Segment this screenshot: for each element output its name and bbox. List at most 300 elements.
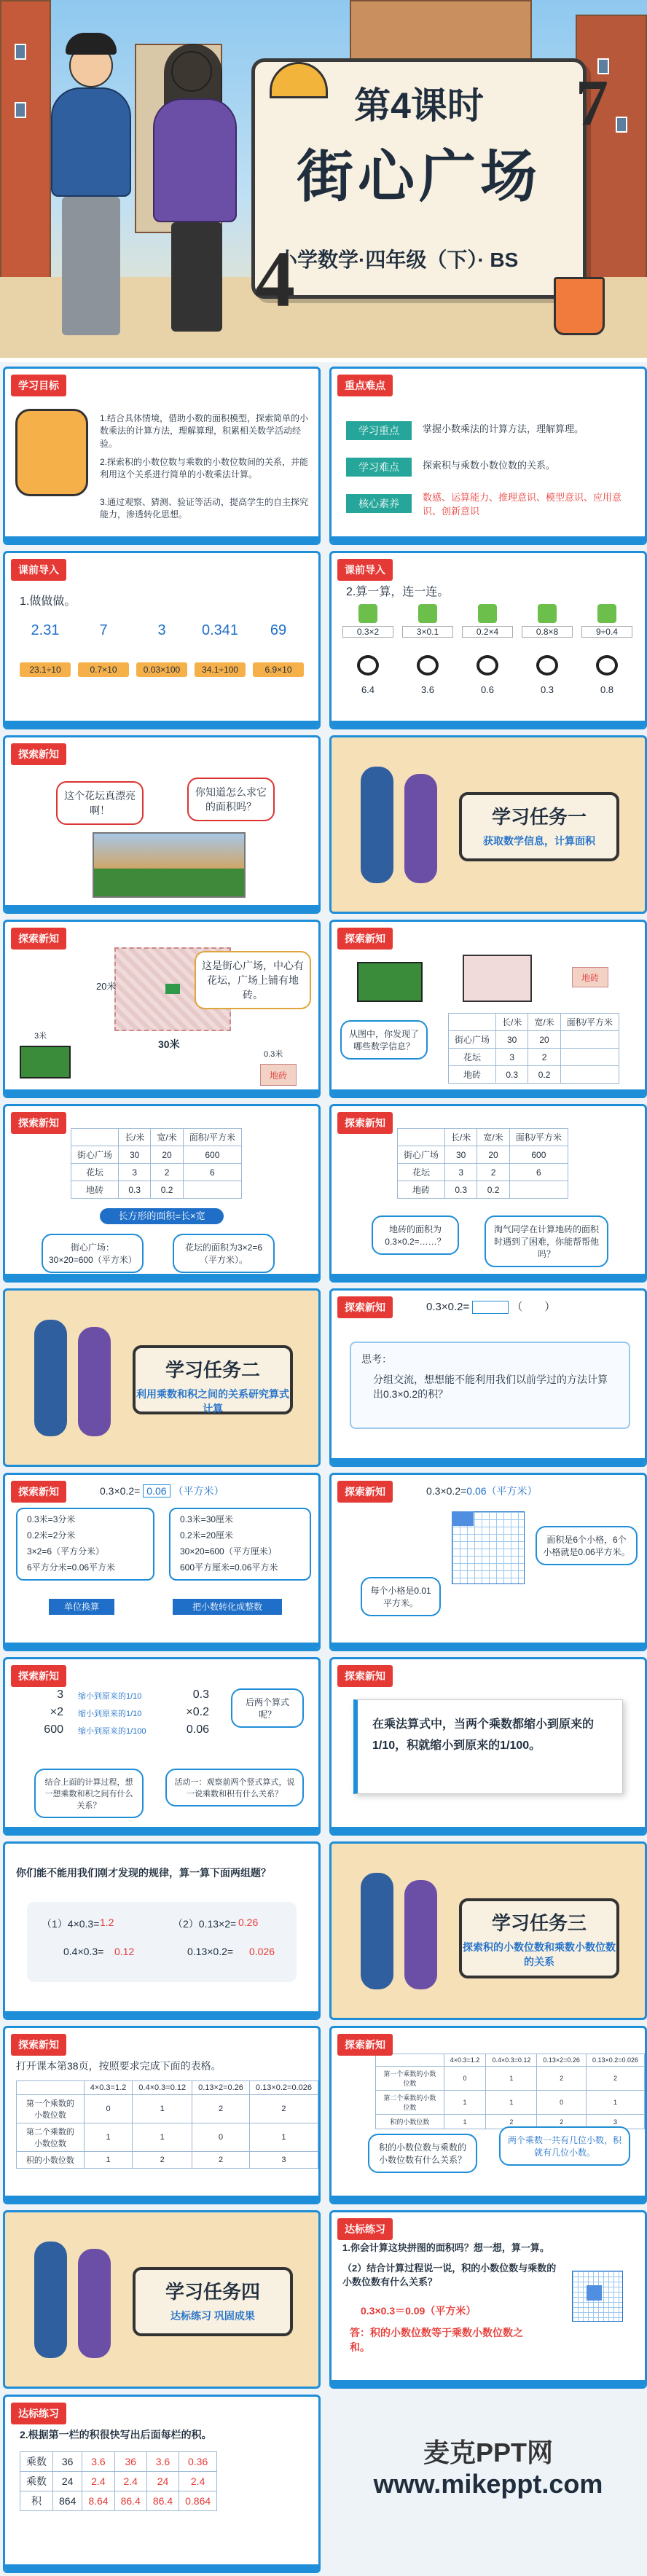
flowerbed-image bbox=[357, 962, 423, 1002]
table-cell: 20 bbox=[528, 1031, 560, 1049]
slide-apply[interactable] bbox=[3, 1841, 321, 2020]
table-cell: 2 bbox=[133, 2152, 192, 2169]
tag-new: 探索新知 bbox=[337, 1112, 393, 1134]
convert-right-line: 0.3米=30厘米 bbox=[180, 1514, 234, 1524]
intro1-result: 2.31 bbox=[31, 622, 60, 638]
table-cell: 0 bbox=[192, 2123, 250, 2152]
table-header-cell: 长/米 bbox=[445, 1129, 477, 1146]
table-cell: 第一个乘数的小数位数 bbox=[17, 2095, 85, 2123]
plaza-width: 30米 bbox=[158, 1038, 180, 1050]
table-cell: 2.4 bbox=[114, 2472, 146, 2491]
table-cell: 第二个乘数的小数位数 bbox=[376, 2091, 444, 2115]
intro1-expression[interactable]: 0.7×10 bbox=[78, 662, 129, 677]
tag-new: 探索新知 bbox=[11, 1665, 66, 1687]
table-row bbox=[20, 2452, 217, 2472]
table-cell: 花坛 bbox=[398, 1164, 445, 1181]
table-row bbox=[20, 2472, 217, 2491]
tile-width: 0.3米 bbox=[264, 1050, 283, 1059]
table-header-cell bbox=[17, 2081, 85, 2095]
boy-figure bbox=[361, 1873, 393, 1989]
table-cell: 864 bbox=[53, 2491, 82, 2511]
table-cell: 2 bbox=[537, 2115, 587, 2129]
digits-table-small bbox=[375, 2054, 645, 2129]
tag-new: 探索新知 bbox=[337, 1665, 393, 1687]
flowerbed-photo bbox=[93, 832, 246, 898]
vc-integer: 600 bbox=[44, 1723, 63, 1736]
table-header-cell: 0.13×0.2=0.026 bbox=[586, 2054, 644, 2067]
girl-figure bbox=[404, 774, 437, 883]
bamboo-icon bbox=[418, 604, 437, 623]
table-cell: 1 bbox=[84, 2152, 133, 2169]
table-cell: 0.3 bbox=[445, 1181, 477, 1199]
table-cell: 0.36 bbox=[179, 2452, 217, 2472]
slide-tile-question[interactable] bbox=[329, 1104, 647, 1283]
eq-unit: （平方米） bbox=[486, 1485, 538, 1497]
method-integer: 把小数转化成整数 bbox=[173, 1599, 282, 1615]
table-cell: 2 bbox=[151, 1164, 183, 1181]
table-cell: 花坛 bbox=[71, 1164, 119, 1181]
vc-decimal: ×0.2 bbox=[186, 1706, 209, 1718]
flowerbed-mini bbox=[165, 984, 180, 994]
intro1-result: 69 bbox=[270, 622, 287, 638]
boy-coat bbox=[51, 87, 131, 197]
table-cell: 0.2 bbox=[528, 1066, 560, 1084]
table-cell: 街心广场 bbox=[398, 1146, 445, 1164]
table-cell: 乘数 bbox=[20, 2472, 53, 2491]
watermark-url[interactable]: www.mikeppt.com bbox=[373, 2469, 603, 2499]
vc-activity: 活动一：观察前两个竖式算式，说一说乘数和积有什么关系？ bbox=[165, 1769, 304, 1806]
table-cell: 地砖 bbox=[449, 1066, 496, 1084]
table-header-row bbox=[398, 1129, 568, 1146]
table-cell: 2 bbox=[486, 2115, 537, 2129]
table-header-cell bbox=[71, 1129, 119, 1146]
backpack-icon bbox=[15, 409, 88, 496]
slide-task1[interactable] bbox=[329, 735, 647, 914]
table-cell: 30 bbox=[496, 1031, 528, 1049]
goal-3: 3.通过观察、猜测、验证等活动，提高学生的自主探究能力，渗透转化思想。 bbox=[100, 497, 309, 520]
table-row bbox=[449, 1031, 619, 1049]
table-cell: 1 bbox=[249, 2123, 318, 2152]
tag-practice: 达标练习 bbox=[337, 2218, 393, 2240]
intro2-question: 2.算一算，连一连。 bbox=[346, 586, 450, 598]
table-cell bbox=[509, 1181, 568, 1199]
tag-intro: 课前导入 bbox=[337, 559, 393, 581]
vc-note: 缩小到原来的1/10 bbox=[78, 1710, 142, 1718]
convert-right-line: 30×20=600（平方厘米） bbox=[180, 1546, 277, 1557]
convert-equation bbox=[100, 1484, 224, 1498]
convert-left-line: 0.3米=3分米 bbox=[27, 1514, 76, 1524]
key-value-3: 数感、运算能力、推理意识、模型意识、应用意识、创新意识 bbox=[423, 492, 622, 517]
practice2-question: 2.根据第一栏的积很快写出后面每栏的积。 bbox=[20, 2429, 212, 2440]
table-cell: 30 bbox=[119, 1146, 151, 1164]
table-cell: 2 bbox=[477, 1164, 509, 1181]
table-cell: 3.6 bbox=[146, 2452, 179, 2472]
tag-goal: 学习目标 bbox=[11, 375, 66, 396]
tile-table bbox=[397, 1128, 568, 1199]
table-cell: 积的小数位数 bbox=[376, 2115, 444, 2129]
table-row bbox=[376, 2091, 645, 2115]
tag-new: 探索新知 bbox=[11, 1112, 66, 1134]
eq-answer: 0.06 bbox=[466, 1485, 487, 1497]
tag-new: 探索新知 bbox=[337, 928, 393, 950]
table-cell: 0.3 bbox=[496, 1066, 528, 1084]
key-value-1: 掌握小数乘法的计算方法，理解算理。 bbox=[423, 423, 584, 434]
boy-figure bbox=[34, 1320, 67, 1436]
slide-intro-1[interactable] bbox=[3, 551, 321, 729]
task1-desc: 获取数学信息，计算面积 bbox=[483, 835, 595, 847]
tile-image: 地砖 bbox=[572, 967, 608, 987]
tile-rect: 地砖 bbox=[260, 1064, 297, 1086]
table-cell: 36 bbox=[114, 2452, 146, 2472]
apply-answer: 0.026 bbox=[249, 1946, 275, 1957]
building-top bbox=[350, 0, 532, 66]
slide-practice-1[interactable] bbox=[329, 2210, 647, 2389]
intro2-value[interactable]: 6.4 bbox=[361, 684, 375, 695]
grid-bubble-1: 每个小格是0.01平方米。 bbox=[361, 1577, 441, 1616]
table-header-cell: 面积/平方米 bbox=[509, 1129, 568, 1146]
intro1-result: 0.341 bbox=[201, 622, 239, 638]
table-header-cell: 0.4×0.3=0.12 bbox=[133, 2081, 192, 2095]
rule-text: 在乘法算式中，当两个乘数都缩小到原来的1/10，积就缩小到原来的1/100。 bbox=[372, 1718, 595, 1752]
boy-figure bbox=[34, 2242, 67, 2358]
plaza-height: 20米 bbox=[96, 981, 117, 992]
boy-figure bbox=[361, 767, 393, 883]
panda-icon bbox=[596, 655, 618, 676]
table-cell: 1 bbox=[84, 2123, 133, 2152]
girl-coat bbox=[153, 98, 237, 222]
table-cell: 0 bbox=[444, 2067, 486, 2091]
convert-left-line: 0.2米=2分米 bbox=[27, 1530, 76, 1540]
table-cell: 2 bbox=[528, 1049, 560, 1066]
task1-title: 学习任务一 bbox=[491, 806, 587, 828]
vc-decimal: 0.06 bbox=[186, 1723, 209, 1736]
table-header-cell: 宽/米 bbox=[528, 1014, 560, 1031]
intro1-expression[interactable]: 0.03×100 bbox=[136, 662, 187, 677]
convert-right-line: 600平方厘米=0.06平方米 bbox=[180, 1562, 278, 1573]
slide-task4[interactable] bbox=[3, 2210, 321, 2389]
tag-new: 探索新知 bbox=[11, 1481, 66, 1503]
slide-plaza[interactable] bbox=[3, 920, 321, 1098]
table-cell: 3 bbox=[445, 1164, 477, 1181]
vc-integer: 3 bbox=[57, 1688, 63, 1701]
vc-question: 后两个算式呢？ bbox=[231, 1688, 304, 1728]
table-header-cell bbox=[398, 1129, 445, 1146]
table-cell: 2 bbox=[537, 2067, 587, 2091]
plaza-bubble: 这是街心广场，中心有花坛，广场上铺有地砖。 bbox=[195, 951, 311, 1009]
table-cell: 0.864 bbox=[179, 2491, 217, 2511]
table-cell: 24 bbox=[53, 2472, 82, 2491]
table-cell: 20 bbox=[151, 1146, 183, 1164]
table-cell: 地砖 bbox=[71, 1181, 119, 1199]
table-cell: 0.2 bbox=[151, 1181, 183, 1199]
slide-area-calc[interactable] bbox=[3, 1104, 321, 1283]
table-header-cell: 长/米 bbox=[119, 1129, 151, 1146]
apply-answer: 1.2 bbox=[100, 1917, 114, 1928]
table-row bbox=[449, 1066, 619, 1084]
apply-expression: 0.4×0.3= bbox=[63, 1946, 104, 1957]
girl-legs bbox=[171, 222, 222, 332]
panda-icon bbox=[417, 655, 439, 676]
key-label-1: 学习重点 bbox=[346, 421, 412, 440]
area-formula: 长方形的面积=长×宽 bbox=[100, 1208, 224, 1224]
table-cell: 30 bbox=[445, 1146, 477, 1164]
task4-title: 学习任务四 bbox=[165, 2281, 260, 2303]
slide-task2[interactable] bbox=[3, 1288, 321, 1467]
tag-new: 探索新知 bbox=[11, 928, 66, 950]
practice1-q2: （2）结合计算过程说一说，积的小数位数与乘数的小数位数有什么关系？ bbox=[342, 2263, 557, 2287]
think-card bbox=[350, 1342, 630, 1429]
apply-answer: 0.12 bbox=[114, 1946, 135, 1957]
eq-left: 0.3×0.2= bbox=[426, 1485, 467, 1497]
goal-2: 2.探索积的小数位数与乘数的小数位数间的关系，并能利用这个关系进行简单的小数乘法计算。 bbox=[100, 457, 309, 480]
convert-left-line: 6平方分米=0.06平方米 bbox=[27, 1562, 116, 1573]
vc-note: 缩小到原来的1/10 bbox=[78, 1692, 142, 1701]
lesson-subtitle: 小学数学·四年级（下）· BS bbox=[277, 248, 519, 271]
shaded-cells bbox=[452, 1511, 474, 1526]
intro2-expression[interactable]: 0.3×2 bbox=[342, 626, 393, 638]
intro1-expression[interactable]: 23.1÷10 bbox=[20, 662, 71, 677]
slide-task3[interactable] bbox=[329, 1841, 647, 2020]
girl-figure bbox=[78, 2249, 111, 2358]
table-cell: 86.4 bbox=[146, 2491, 179, 2511]
boy-hair bbox=[66, 33, 117, 55]
area-table bbox=[71, 1128, 242, 1199]
table-row bbox=[398, 1181, 568, 1199]
task3-board bbox=[459, 1898, 619, 1978]
task2-desc: 利用乘数和积之间的关系研究算式计算 bbox=[136, 1388, 289, 1414]
goal-1: 1.结合具体情境，借助小数的面积模型，探索简单的小数乘法的计算方法，理解算理，积累相关数学活动经验。 bbox=[100, 413, 309, 449]
table-cell: 2.4 bbox=[82, 2472, 114, 2491]
plaza-image bbox=[463, 955, 532, 1002]
table-cell: 街心广场 bbox=[449, 1031, 496, 1049]
digits-question: 打开课本第38页，按照要求完成下面的表格。 bbox=[16, 2060, 221, 2072]
slide-digits-rule[interactable] bbox=[329, 2026, 647, 2204]
table-cell: 1 bbox=[444, 2091, 486, 2115]
apply-expression: （1）4×0.3= bbox=[42, 1918, 100, 1930]
tag-new: 探索新知 bbox=[337, 1481, 393, 1503]
table-row bbox=[71, 1181, 242, 1199]
table-header-cell: 0.13×0.2=0.026 bbox=[249, 2081, 318, 2095]
apply-expression: 0.13×0.2= bbox=[187, 1946, 234, 1957]
table-cell: 6 bbox=[183, 1164, 241, 1181]
table-cell: 3.6 bbox=[82, 2452, 114, 2472]
answer-box[interactable] bbox=[472, 1301, 509, 1314]
table-cell: 1 bbox=[133, 2095, 192, 2123]
eq-unit: （ ） bbox=[511, 1301, 556, 1313]
table-cell: 20 bbox=[477, 1146, 509, 1164]
table-header-row bbox=[71, 1129, 242, 1146]
apply-panel bbox=[27, 1902, 297, 1982]
info-table bbox=[448, 1013, 619, 1084]
table-cell: 1 bbox=[486, 2091, 537, 2115]
table-cell bbox=[183, 1181, 241, 1199]
slide-grid-model[interactable] bbox=[329, 1473, 647, 1651]
table-cell: 600 bbox=[509, 1146, 568, 1164]
table-row bbox=[449, 1049, 619, 1066]
convert-left-line: 3×2=6（平方分米） bbox=[27, 1546, 105, 1557]
pencil-cup-icon bbox=[554, 277, 605, 335]
bamboo-icon bbox=[597, 604, 616, 623]
table-cell bbox=[560, 1066, 619, 1084]
tag-practice: 达标练习 bbox=[11, 2403, 66, 2424]
calc-bubble-2: 花坛的面积为3×2=6（平方米）。 bbox=[173, 1234, 275, 1273]
task4-board bbox=[133, 2267, 293, 2336]
eq-answer: 0.06 bbox=[143, 1484, 170, 1498]
table-header-row bbox=[376, 2054, 645, 2067]
digits-answer-bubble: 两个乘数一共有几位小数，积就有几位小数。 bbox=[499, 2126, 630, 2166]
apply-question: 你们能不能用我们刚才发现的规律，算一算下面两组题？ bbox=[16, 1867, 271, 1879]
table-cell bbox=[560, 1049, 619, 1066]
intro1-question: 1.做做做。 bbox=[20, 595, 77, 608]
intro2-expression[interactable]: 9÷0.4 bbox=[581, 626, 632, 638]
table-header-cell: 宽/米 bbox=[477, 1129, 509, 1146]
table-cell: 1 bbox=[486, 2067, 537, 2091]
task2-board bbox=[133, 1345, 293, 1414]
table-cell: 第一个乘数的小数位数 bbox=[376, 2067, 444, 2091]
grid-equation bbox=[426, 1484, 538, 1498]
table-cell: 地砖 bbox=[398, 1181, 445, 1199]
table-cell: 2 bbox=[249, 2095, 318, 2123]
flowerbed-width: 3米 bbox=[34, 1032, 47, 1041]
table-cell: 积 bbox=[20, 2491, 53, 2511]
boy-legs bbox=[62, 197, 120, 335]
vc-note: 缩小到原来的1/100 bbox=[78, 1727, 146, 1736]
key-value-2: 探索积与乘数小数位数的关系。 bbox=[423, 460, 556, 471]
table-header-cell: 0.4×0.3=0.12 bbox=[486, 2054, 537, 2067]
table-cell: 乘数 bbox=[20, 2452, 53, 2472]
slide-goals[interactable] bbox=[3, 367, 321, 545]
intro2-value[interactable]: 3.6 bbox=[420, 684, 435, 695]
slide-key-points[interactable] bbox=[329, 367, 647, 545]
eq-unit: （平方米） bbox=[173, 1485, 224, 1497]
intro2-value[interactable]: 0.8 bbox=[600, 684, 614, 695]
table-cell: 0 bbox=[537, 2091, 587, 2115]
flowerbed-zoom bbox=[20, 1046, 71, 1078]
table-header-cell: 0.13×2=0.26 bbox=[192, 2081, 250, 2095]
table-row bbox=[17, 2095, 318, 2123]
practice2-table bbox=[20, 2451, 217, 2511]
table-header-cell: 长/米 bbox=[496, 1014, 528, 1031]
tag-new: 探索新知 bbox=[11, 743, 66, 765]
tile-bubble-2: 淘气同学在计算地砖的面积时遇到了困难，你能帮帮他吗？ bbox=[485, 1215, 608, 1267]
intro1-expression[interactable]: 6.9×10 bbox=[253, 662, 304, 677]
intro2-expression[interactable]: 0.2×4 bbox=[462, 626, 513, 638]
eq-left: 0.3×0.2= bbox=[426, 1301, 470, 1313]
convert-right-line: 0.2米=20厘米 bbox=[180, 1530, 234, 1540]
table-header-cell bbox=[449, 1014, 496, 1031]
table-cell: 第二个乘数的小数位数 bbox=[17, 2123, 85, 2152]
rule-card bbox=[353, 1699, 623, 1794]
practice1-equation: 0.3×0.3＝0.09（平方米） bbox=[361, 2305, 477, 2317]
tag-intro: 课前导入 bbox=[11, 559, 66, 581]
table-header-cell bbox=[376, 2054, 444, 2067]
intro1-expression[interactable]: 34.1÷100 bbox=[195, 662, 246, 677]
table-header-cell: 面积/平方米 bbox=[183, 1129, 241, 1146]
task3-title: 学习任务三 bbox=[491, 1912, 587, 1934]
key-label-2: 学习难点 bbox=[346, 458, 412, 477]
think-equation bbox=[426, 1299, 555, 1315]
slide-practice-2[interactable] bbox=[3, 2395, 321, 2573]
table-cell: 0 bbox=[84, 2095, 133, 2123]
table-cell: 6 bbox=[509, 1164, 568, 1181]
table-header-cell: 4×0.3=1.2 bbox=[84, 2081, 133, 2095]
digits-question-bubble: 积的小数位数与乘数的小数位数有什么关系？ bbox=[368, 2134, 477, 2173]
table-row bbox=[71, 1146, 242, 1164]
table-header-row bbox=[17, 2081, 318, 2095]
intro1-result: 7 bbox=[99, 622, 108, 638]
cover-digit-right: 7 bbox=[576, 67, 608, 139]
table-cell: 8.64 bbox=[82, 2491, 114, 2511]
window bbox=[15, 44, 26, 60]
method-unit: 单位换算 bbox=[49, 1599, 114, 1615]
table-header-cell: 0.13×2=0.26 bbox=[537, 2054, 587, 2067]
table-cell: 3 bbox=[586, 2115, 644, 2129]
table-cell: 36 bbox=[53, 2452, 82, 2472]
table-cell: 2 bbox=[192, 2095, 250, 2123]
table-cell: 86.4 bbox=[114, 2491, 146, 2511]
table-cell: 0.3 bbox=[119, 1181, 151, 1199]
slide-rule[interactable] bbox=[329, 1657, 647, 1836]
slide-think[interactable] bbox=[329, 1288, 647, 1467]
intro1-result: 3 bbox=[157, 622, 166, 638]
panda-icon bbox=[536, 655, 558, 676]
key-label-3: 核心素养 bbox=[346, 494, 412, 513]
table-row bbox=[20, 2491, 217, 2511]
cover-slide[interactable] bbox=[0, 0, 647, 362]
practice1-answer: 答：积的小数位数等于乘数小数位数之和。 bbox=[350, 2327, 523, 2354]
intro2-expression[interactable]: 0.8×8 bbox=[522, 626, 573, 638]
slide-vertical-calc[interactable] bbox=[3, 1657, 321, 1836]
think-text: 分组交流，想想能不能利用我们以前学过的方法计算出0.3×0.2的积？ bbox=[373, 1374, 608, 1401]
table-cell: 1 bbox=[586, 2091, 644, 2115]
table-header-cell: 面积/平方米 bbox=[560, 1014, 619, 1031]
cover-digit-left: 4 bbox=[255, 235, 295, 324]
table-row bbox=[17, 2152, 318, 2169]
table-cell: 3 bbox=[496, 1049, 528, 1066]
tag-new: 探索新知 bbox=[337, 2034, 393, 2056]
slide-digits-table[interactable] bbox=[3, 2026, 321, 2204]
speech-bubble-1: 这个花坛真漂亮啊！ bbox=[56, 781, 144, 825]
lesson-title: 街心广场 bbox=[296, 144, 541, 208]
lesson-number: 第4课时 bbox=[354, 85, 484, 126]
table-cell: 2 bbox=[192, 2152, 250, 2169]
girl-figure bbox=[78, 1327, 111, 1436]
table-cell: 24 bbox=[146, 2472, 179, 2491]
slide-flowerbed[interactable] bbox=[3, 735, 321, 914]
table-row bbox=[17, 2123, 318, 2152]
table-cell: 2 bbox=[586, 2067, 644, 2091]
table-cell: 3 bbox=[249, 2152, 318, 2169]
slide-info-table[interactable] bbox=[329, 920, 647, 1098]
table-row bbox=[398, 1146, 568, 1164]
calc-bubble-1: 街心广场：30×20=600（平方米） bbox=[42, 1234, 144, 1273]
slide-intro-2[interactable] bbox=[329, 551, 647, 729]
task2-title: 学习任务二 bbox=[165, 1359, 260, 1381]
intro2-expression[interactable]: 3×0.1 bbox=[402, 626, 453, 638]
table-row bbox=[376, 2067, 645, 2091]
practice1-q1: 1.你会计算这块拼图的面积吗？想一想，算一算。 bbox=[342, 2242, 549, 2253]
window bbox=[616, 117, 627, 133]
watermark-cn: 麦克PPT网 bbox=[423, 2438, 553, 2467]
apply-expression: （2）0.13×2= bbox=[173, 1918, 237, 1930]
task1-board bbox=[459, 792, 619, 861]
intro2-value[interactable]: 0.6 bbox=[480, 684, 495, 695]
slide-unit-convert[interactable] bbox=[3, 1473, 321, 1651]
window bbox=[15, 102, 26, 118]
intro2-value[interactable]: 0.3 bbox=[540, 684, 554, 695]
table-cell: 1 bbox=[444, 2115, 486, 2129]
vc-decimal: 0.3 bbox=[192, 1688, 209, 1701]
